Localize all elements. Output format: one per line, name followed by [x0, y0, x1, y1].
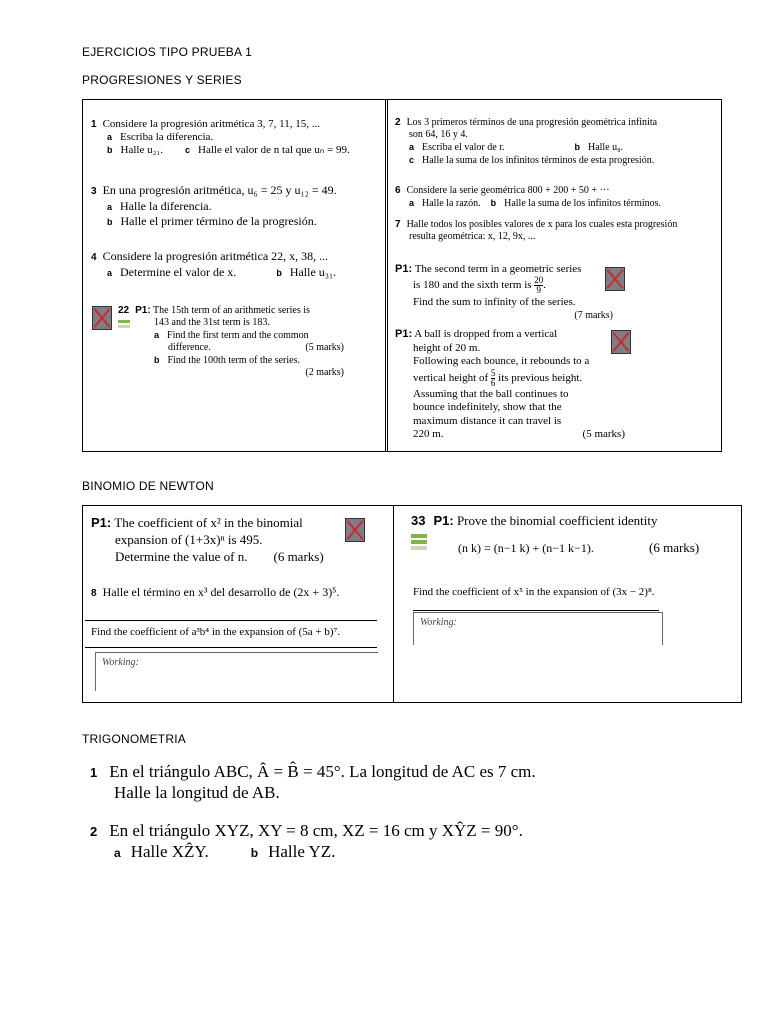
trig-question-1: 1 En el triángulo ABC, Â = B̂ = 45°. La longitud de AC es 7 cm. Halle la longitud de AB. [90, 762, 536, 802]
find-coefficient-a3b4: Find the coefficient of a³b⁴ in the expansion of (5a + b)⁷. [91, 626, 341, 638]
working-area[interactable]: Working: [95, 652, 378, 691]
separator-line [85, 620, 377, 621]
question-2: 2 Los 3 primeros términos de una progresión geométrica infinita son 64, 16 y 4. a Escriba el valor de r. b Halle u₈. c Halle la suma de los infinitos términos de esta progresión. [395, 117, 658, 166]
progresiones-box [82, 99, 722, 452]
progresiones-divider [385, 100, 388, 451]
question-p1-ball: P1: A ball is dropped from a vertical height of 20 m. Following each bounce, it rebounds to a vertical height of $\frac{5}{6}$ its previous height. Assuming that the ball continues to bounce indefinitely, show that the maximum distance it can travel is 220 m. (5 marks) [395, 328, 625, 440]
working-area[interactable]: Working: [413, 612, 663, 645]
question-3: 3 En una progresión aritmética, u₆ = 25 y u₁₂ = 49. a Halle la diferencia. b Halle el primer término de la progresión. [91, 183, 337, 228]
document-title: EJERCICIOS TIPO PRUEBA 1 [82, 45, 252, 59]
trig-question-2: 2 En el triángulo XYZ, XY = 8 cm, XZ = 16 cm y XŶZ = 90°. a Halle XẐY. b Halle YZ. [90, 821, 523, 861]
section-heading-binomio: BINOMIO DE NEWTON [82, 479, 214, 493]
fraction-20-9: $\frac{20}{9}$ [534, 275, 544, 295]
separator-line [413, 610, 659, 611]
binomio-box [82, 505, 742, 703]
binomial-identity-formula: (n k) = (n−1 k) + (n−1 k−1). [458, 541, 594, 555]
question-p1-geometric: P1: The second term in a geometric series is 180 and the sixth term is $\frac{20}{9}$ . Find the sum to infinity of the series. (7 marks) [395, 263, 613, 321]
question-7: 7 Halle todos los posibles valores de x para los cuales esta progresión resulta geométrica: x, 12, 9x, ... [395, 219, 678, 242]
question-6: 6 Considere la serie geométrica 800 + 200 + 50 + ··· a Halle la razón. b Halle la suma de los infinitos términos. [395, 185, 662, 209]
binomio-divider [393, 506, 394, 702]
question-4: 4 Considere la progresión aritmética 22, x, 38, ... a Determine el valor de x. b Halle u₃₁. [91, 249, 337, 279]
difficulty-bars-icon [411, 534, 427, 552]
question-1: 1 Considere la progresión aritmética 3, 7, 11, 15, ... a Escriba la diferencia. b Halle u₂₁. c Halle el valor de n tal que uₙ = 99. [91, 118, 350, 156]
section-heading-progresiones: PROGRESIONES Y SERIES [82, 73, 242, 87]
separator-line [85, 647, 377, 648]
question-33: 33 P1: Prove the binomial coefficient identity [411, 513, 658, 528]
question-8: 8 Halle el término en x³ del desarrollo de (2x + 3)⁵. [91, 585, 340, 599]
find-coefficient-x5: Find the coefficient of x⁵ in the expansion of (3x − 2)⁸. [413, 586, 655, 598]
fraction-5-6: $\frac{5}{6}$ [490, 367, 496, 388]
calculator-banned-icon [92, 306, 112, 330]
question-33-marks: (6 marks) [649, 540, 700, 555]
section-heading-trigonometria: TRIGONOMETRIA [82, 732, 186, 746]
calculator-banned-icon [345, 518, 365, 542]
question-22: 22 P1: The 15th term of an arithmetic series is 143 and the 31st term is 183. a Find the first term and the common difference. (5 marks) b Find the 100th term of the series. (2 marks) [118, 305, 344, 378]
question-p1-coefficient: P1: The coefficient of x² in the binomial expansion of (1+3x)ⁿ is 495. Determine the value of n. (6 marks) [91, 515, 324, 564]
